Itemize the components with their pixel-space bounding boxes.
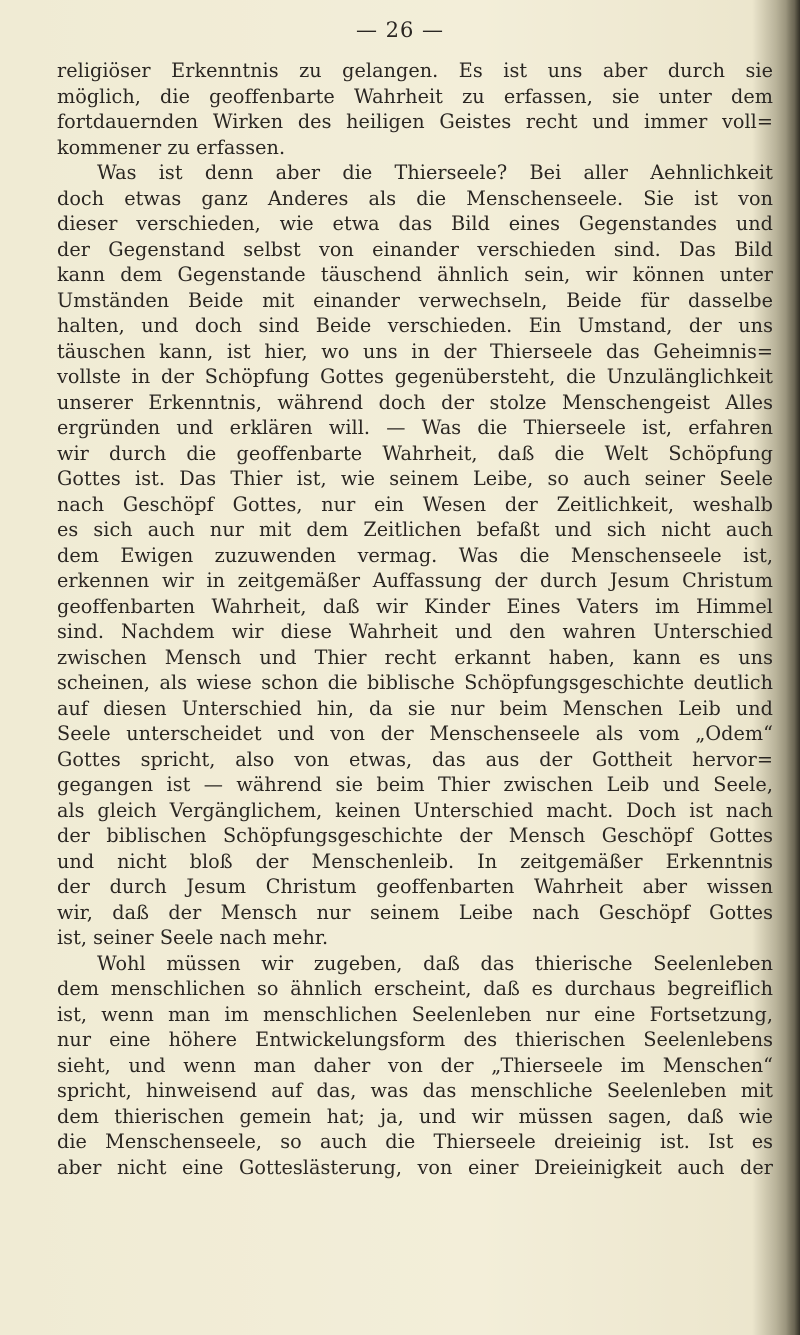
text-line: geoffenbarten Wahrheit, daß wir Kinder Eines Vaters im Himmel <box>57 594 773 618</box>
text-line: gegangen ist — während sie beim Thier zwischen Leib und Seele, <box>57 773 773 796</box>
text-line: dem Ewigen zuzuwenden vermag. Was die Menschenseele ist, <box>57 543 773 567</box>
text-line: religiöser Erkenntnis zu gelangen. Es ist uns aber durch sie <box>57 59 773 82</box>
text-line: die Menschenseele, so auch die Thierseele dreieinig ist. Ist es <box>57 1130 773 1153</box>
text-line: Gottes spricht, also von etwas, das aus der Gottheit hervor= <box>57 747 773 771</box>
text-line: der Gegenstand selbst von einander verschieden sind. Das Bild <box>57 237 773 261</box>
text-line: wir, daß der Mensch nur seinem Leibe nach Geschöpf Gottes <box>57 900 773 924</box>
text-line: sind. Nachdem wir diese Wahrheit und den wahren Unterschied <box>57 620 773 643</box>
text-line: ist, seiner Seele nach mehr. <box>57 926 329 949</box>
text-line: auf diesen Unterschied hin, da sie nur beim Menschen Leib und <box>57 696 773 720</box>
text-line: doch etwas ganz Anderes als die Menschenseele. Sie ist von <box>57 186 773 210</box>
text-line: kann dem Gegenstande täuschend ähnlich sein, wir können unter <box>57 263 773 286</box>
text-line: scheinen, als wiese schon die biblische Schöpfungsgeschichte deutlich <box>57 671 773 694</box>
text-line: Umständen Beide mit einander verwechseln, Beide für dasselbe <box>57 288 773 312</box>
text-line: es sich auch nur mit dem Zeitlichen befaßt und sich nicht auch <box>57 518 773 541</box>
text-line: aber nicht eine Gotteslästerung, von einer Dreieinigkeit auch der <box>57 1155 773 1179</box>
text-line: möglich, die geoffenbarte Wahrheit zu erfassen, sie unter dem <box>57 84 773 108</box>
text-line: Was ist denn aber die Thierseele? Bei aller Aehnlichkeit <box>97 161 773 184</box>
text-line: nur eine höhere Entwickelungsform des thierischen Seelenlebens <box>57 1028 773 1051</box>
text-line: Wohl müssen wir zugeben, daß das thierische Seelenleben <box>97 951 773 975</box>
text-line: ist, wenn man im menschlichen Seelenleben nur eine Fortsetzung, <box>57 1002 773 1026</box>
text-line: kommener zu erfassen. <box>57 135 286 159</box>
text-line: unserer Erkenntnis, während doch der stolze Menschengeist Alles <box>57 390 773 414</box>
page-number: — 26 — <box>355 18 445 42</box>
text-line: spricht, hinweisend auf das, was das menschliche Seelenleben mit <box>57 1079 773 1102</box>
text-line: erkennen wir in zeitgemäßer Auffassung der durch Jesum Christum <box>57 569 773 592</box>
text-line: der durch Jesum Christum geoffenbarten Wahrheit aber wissen <box>57 875 773 898</box>
text-line: dem thierischen gemein hat; ja, und wir müssen sagen, daß wie <box>57 1104 773 1128</box>
text-line: ergründen und erklären will. — Was die Thierseele ist, erfahren <box>57 416 773 439</box>
text-line: sieht, und wenn man daher von der „Thierseele im Menschen“ <box>57 1053 773 1077</box>
text-line: dem menschlichen so ähnlich erscheint, daß es durchaus begreiflich <box>57 977 773 1000</box>
text-line: dieser verschieden, wie etwa das Bild eines Gegenstandes und <box>57 212 773 235</box>
text-line: vollste in der Schöpfung Gottes gegenübersteht, die Unzulänglichkeit <box>57 365 773 388</box>
text-line: täuschen kann, ist hier, wo uns in der Thierseele das Geheimnis= <box>57 339 773 363</box>
text-line: Seele unterscheidet und von der Menschenseele als vom „Odem“ <box>57 722 773 745</box>
body-text <box>57 58 773 1180</box>
text-line: nach Geschöpf Gottes, nur ein Wesen der Zeitlichkeit, weshalb <box>57 492 773 516</box>
text-line: fortdauernden Wirken des heiligen Geistes recht und immer voll= <box>57 110 773 133</box>
text-line: der biblischen Schöpfungsgeschichte der Mensch Geschöpf Gottes <box>57 824 773 847</box>
text-line: Gottes ist. Das Thier ist, wie seinem Leibe, so auch seiner Seele <box>57 467 773 490</box>
text-line: halten, und doch sind Beide verschieden. Ein Umstand, der uns <box>57 314 773 337</box>
text-line: zwischen Mensch und Thier recht erkannt haben, kann es uns <box>57 645 773 669</box>
text-line: und nicht bloß der Menschenleib. In zeitgemäßer Erkenntnis <box>57 849 773 873</box>
page-edge-shadow <box>786 0 800 1335</box>
text-line: wir durch die geoffenbarte Wahrheit, daß die Welt Schöpfung <box>57 441 773 465</box>
text-line: als gleich Vergänglichem, keinen Unterschied macht. Doch ist nach <box>57 798 773 822</box>
